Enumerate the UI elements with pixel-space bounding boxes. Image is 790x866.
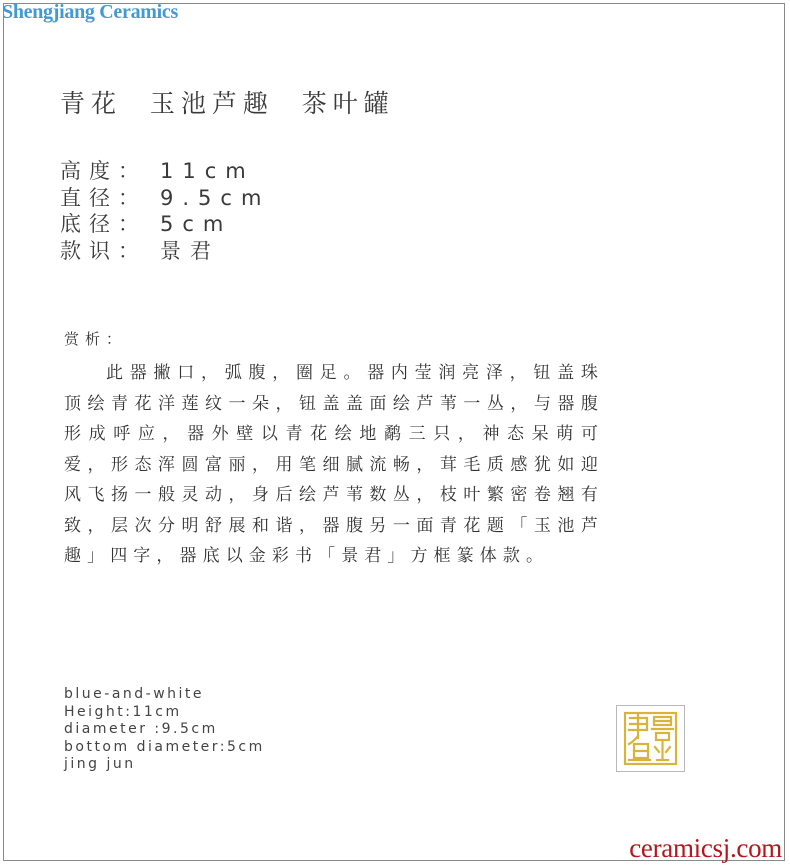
english-line-type: blue-and-white <box>64 686 205 702</box>
english-line-bottom-diameter: bottom diameter:5cm <box>64 738 265 755</box>
spec-row-base-diameter <box>60 211 270 238</box>
spec-label: 直径： <box>60 185 147 210</box>
spec-row-mark <box>60 238 270 265</box>
spec-list <box>60 158 270 264</box>
spec-value: 5cm <box>160 212 233 236</box>
spec-value: 景君 <box>160 238 220 263</box>
watermark-top: Shengjiang Ceramics <box>2 1 178 23</box>
spec-value: 9.5cm <box>160 185 271 210</box>
spec-label: 高度： <box>60 159 147 183</box>
watermark-bottom: ceramicsj.com <box>629 833 782 863</box>
analysis-heading: 赏析： <box>64 330 128 348</box>
seal-mark-image <box>616 705 685 772</box>
english-line-height: Height:11cm <box>64 703 182 720</box>
product-title: 青花 玉池芦趣 茶叶罐 <box>60 89 395 118</box>
spec-row-height <box>60 158 270 185</box>
spec-value: 11cm <box>160 159 255 183</box>
english-line-diameter: diameter :9.5cm <box>64 721 218 737</box>
english-line-mark: jing jun <box>64 756 136 772</box>
spec-label: 款识： <box>60 238 147 263</box>
english-specs <box>64 686 265 774</box>
spec-row-diameter <box>60 185 270 212</box>
analysis-body: 此器撇口，弧腹，圈足。器内莹润亮泽，钮盖珠顶绘青花洋莲纹一朵，钮盖盖面绘芦苇一丛，与器腹形成呼应，器外壁以青花绘地鹬三只，神态呆萌可爱，形态浑圆富丽，用笔细腻流畅，茸毛质感犹如迎风飞扬一般灵动，身后绘芦苇数丛，枝叶繁密卷翘有致，层次分明舒展和谐，器腹另一面青花题「玉池芦趣」四字，器底以金彩书「景君」方框篆体款。 <box>64 363 604 566</box>
spec-label: 底径： <box>60 212 147 236</box>
seal-mark-icon <box>617 706 684 771</box>
